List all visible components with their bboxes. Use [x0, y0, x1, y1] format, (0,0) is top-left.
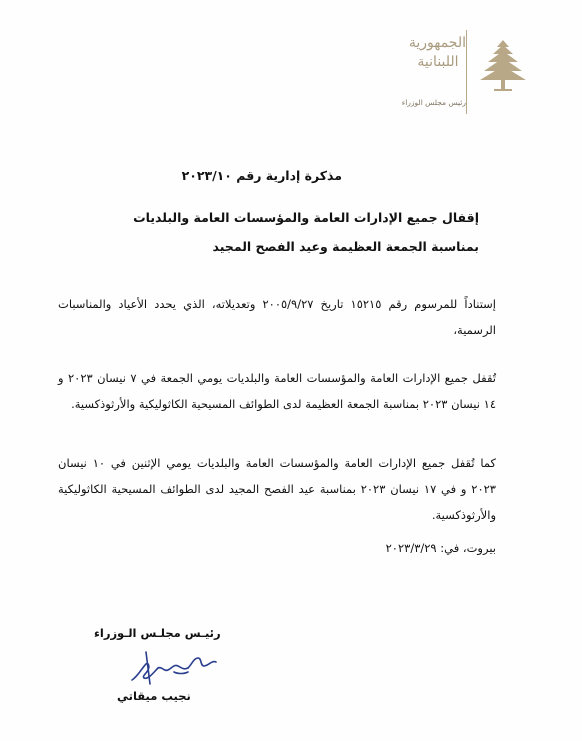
memo-subject-line1: إقفال جميع الإدارات العامة والمؤسسات العامة والبلديات — [133, 210, 479, 225]
memo-date: بيروت، في: ٢٠٢٣/٣/٢٩ — [385, 541, 496, 555]
memo-number: مذكرة إدارية رقم ٢٠٢٣/١٠ — [181, 168, 342, 183]
memo-subject-line2: بمناسبة الجمعة العظيمة وعيد الفصح المجيد — [212, 239, 479, 254]
letterhead-title-line1: الجمهورية — [408, 35, 466, 51]
signatory-title: رئيـس مجلـس الـوزراء — [94, 626, 221, 640]
memo-paragraph-legal-basis: إستناداً للمرسوم رقم ١٥٢١٥ تاريخ ٢٠٠٥/٩/٢٧ وتعديلاته، الذي يحدد الأعياد والمناسبات الرسمية، — [58, 297, 496, 337]
memo-paragraph-easter: كما تُقفل جميع الإدارات العامة والمؤسسات العامة والبلديات يومي الإثنين في ١٠ نيسان ٢٠٢٣ و في ١٧ نيسان ٢٠٢٣ بمناسبة عيد الفصح المجيد لدى الطوائف المسيحية الكاثوليكية والأرثوذكسية. — [58, 456, 496, 522]
memo-paragraph-good-friday: تُقفل جميع الإدارات العامة والمؤسسات العامة والبلديات يومي الجمعة في ٧ نيسان ٢٠٢٣ و ١٤ نيسان ٢٠٢٣ بمناسبة الجمعة العظيمة لدى الطوائف المسيحية الكاثوليكية والأرثوذكسية. — [58, 371, 496, 411]
letterhead-divider — [466, 30, 467, 114]
letterhead-subtitle: رئيس مجلس الوزراء — [401, 98, 466, 107]
letterhead — [401, 26, 560, 122]
signatory-name: نجيب ميقاتي — [117, 689, 191, 703]
letterhead-title — [410, 34, 466, 72]
handwritten-signature — [128, 646, 220, 686]
letterhead-title-line2: اللبنانية — [417, 54, 459, 70]
cedar-tree-icon — [478, 38, 528, 94]
